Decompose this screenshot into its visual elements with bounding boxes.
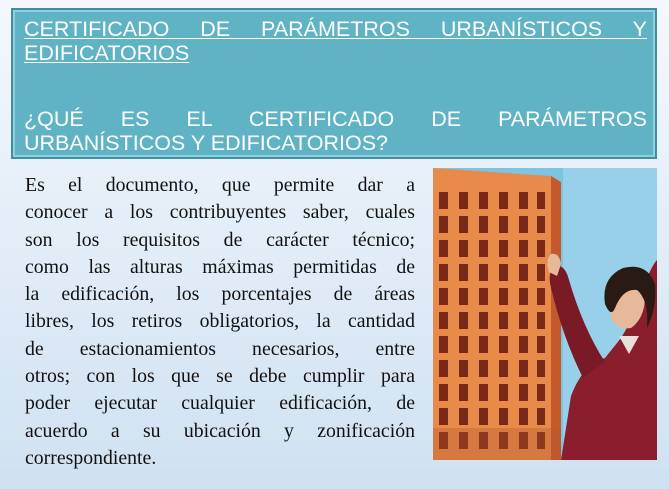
building-window	[519, 360, 528, 377]
question-line-2: URBANÍSTICOS Y EDIFICATORIOS?	[24, 131, 388, 155]
building-window	[459, 408, 468, 425]
building-window	[479, 360, 488, 377]
building-with-person-illustration	[433, 168, 657, 460]
building-window	[519, 336, 528, 353]
question-line-1: ¿QUÉ ES EL CERTIFICADO DE PARÁMETROS	[24, 107, 647, 131]
building-window	[519, 408, 528, 425]
paragraph-line: son los requisitos de carácter técnico;	[25, 228, 415, 251]
building-window	[537, 216, 545, 233]
building-window	[537, 288, 545, 305]
paragraph-line: la edificación, los porcentajes de áreas	[25, 283, 415, 306]
building-window	[519, 312, 528, 329]
title-line-2	[24, 41, 647, 65]
building-window	[499, 408, 508, 425]
building-window	[519, 192, 528, 209]
building-window	[479, 192, 488, 209]
building-window	[537, 336, 545, 353]
building-window	[519, 384, 528, 401]
header-banner	[11, 8, 657, 159]
building-window	[519, 216, 528, 233]
building-window	[459, 264, 468, 281]
building-window	[537, 312, 545, 329]
building-window	[459, 312, 468, 329]
building-window	[499, 264, 508, 281]
paragraph-line: libres, los retiros obligatorios, la cantidad	[25, 310, 415, 333]
building-window	[499, 192, 508, 209]
building-window	[499, 312, 508, 329]
building-window	[459, 288, 468, 305]
building-window	[537, 192, 545, 209]
building-window	[459, 360, 468, 377]
building-window	[499, 336, 508, 353]
building-window	[439, 384, 448, 401]
definition-paragraph	[25, 172, 415, 472]
title-line-1: CERTIFICADO DE PARÁMETROS URBANÍSTICOS Y	[24, 17, 647, 41]
title-line-2-text: EDIFICATORIOS	[24, 41, 190, 65]
paragraph-line: Es el documento, que permite dar a	[25, 174, 415, 196]
building-window	[499, 360, 508, 377]
building-window	[519, 264, 528, 281]
building-window	[439, 288, 448, 305]
building-window	[439, 312, 448, 329]
paragraph-line: como las alturas máximas permitidas de	[25, 255, 415, 278]
building-window	[439, 408, 448, 425]
building-window	[439, 336, 448, 353]
building-window	[537, 240, 545, 257]
paragraph-line: acuerdo a su ubicación y zonificación	[25, 419, 415, 442]
building-window	[537, 408, 545, 425]
building-window	[439, 264, 448, 281]
building-window	[519, 240, 528, 257]
building-window	[479, 336, 488, 353]
building-window	[479, 408, 488, 425]
building-window	[499, 384, 508, 401]
building-window	[479, 288, 488, 305]
paragraph-line: poder ejecutar cualquier edificación, de	[25, 392, 415, 415]
building-window	[439, 216, 448, 233]
building-window	[439, 360, 448, 377]
paragraph-line: correspondiente.	[25, 446, 157, 469]
building-window	[537, 360, 545, 377]
building-window	[479, 384, 488, 401]
building-window	[479, 216, 488, 233]
building-window	[479, 240, 488, 257]
building-window	[459, 192, 468, 209]
paragraph-line: otros; con los que se debe cumplir para	[25, 365, 415, 388]
building-window	[439, 192, 448, 209]
building-window	[499, 240, 508, 257]
building-window	[537, 384, 545, 401]
building-window	[459, 216, 468, 233]
building-front	[433, 168, 551, 460]
building-window	[499, 288, 508, 305]
building-window	[459, 336, 468, 353]
building-base-shadow	[433, 428, 561, 460]
building-window	[459, 240, 468, 257]
building-window	[519, 288, 528, 305]
building-window	[459, 384, 468, 401]
building-window	[537, 264, 545, 281]
paragraph-line: de estacionamientos necesarios, entre	[25, 337, 415, 360]
paragraph-line: conocer a los contribuyentes saber, cuales	[25, 201, 415, 224]
building-window	[499, 216, 508, 233]
building-window	[479, 312, 488, 329]
building-window	[479, 264, 488, 281]
building-window	[439, 240, 448, 257]
